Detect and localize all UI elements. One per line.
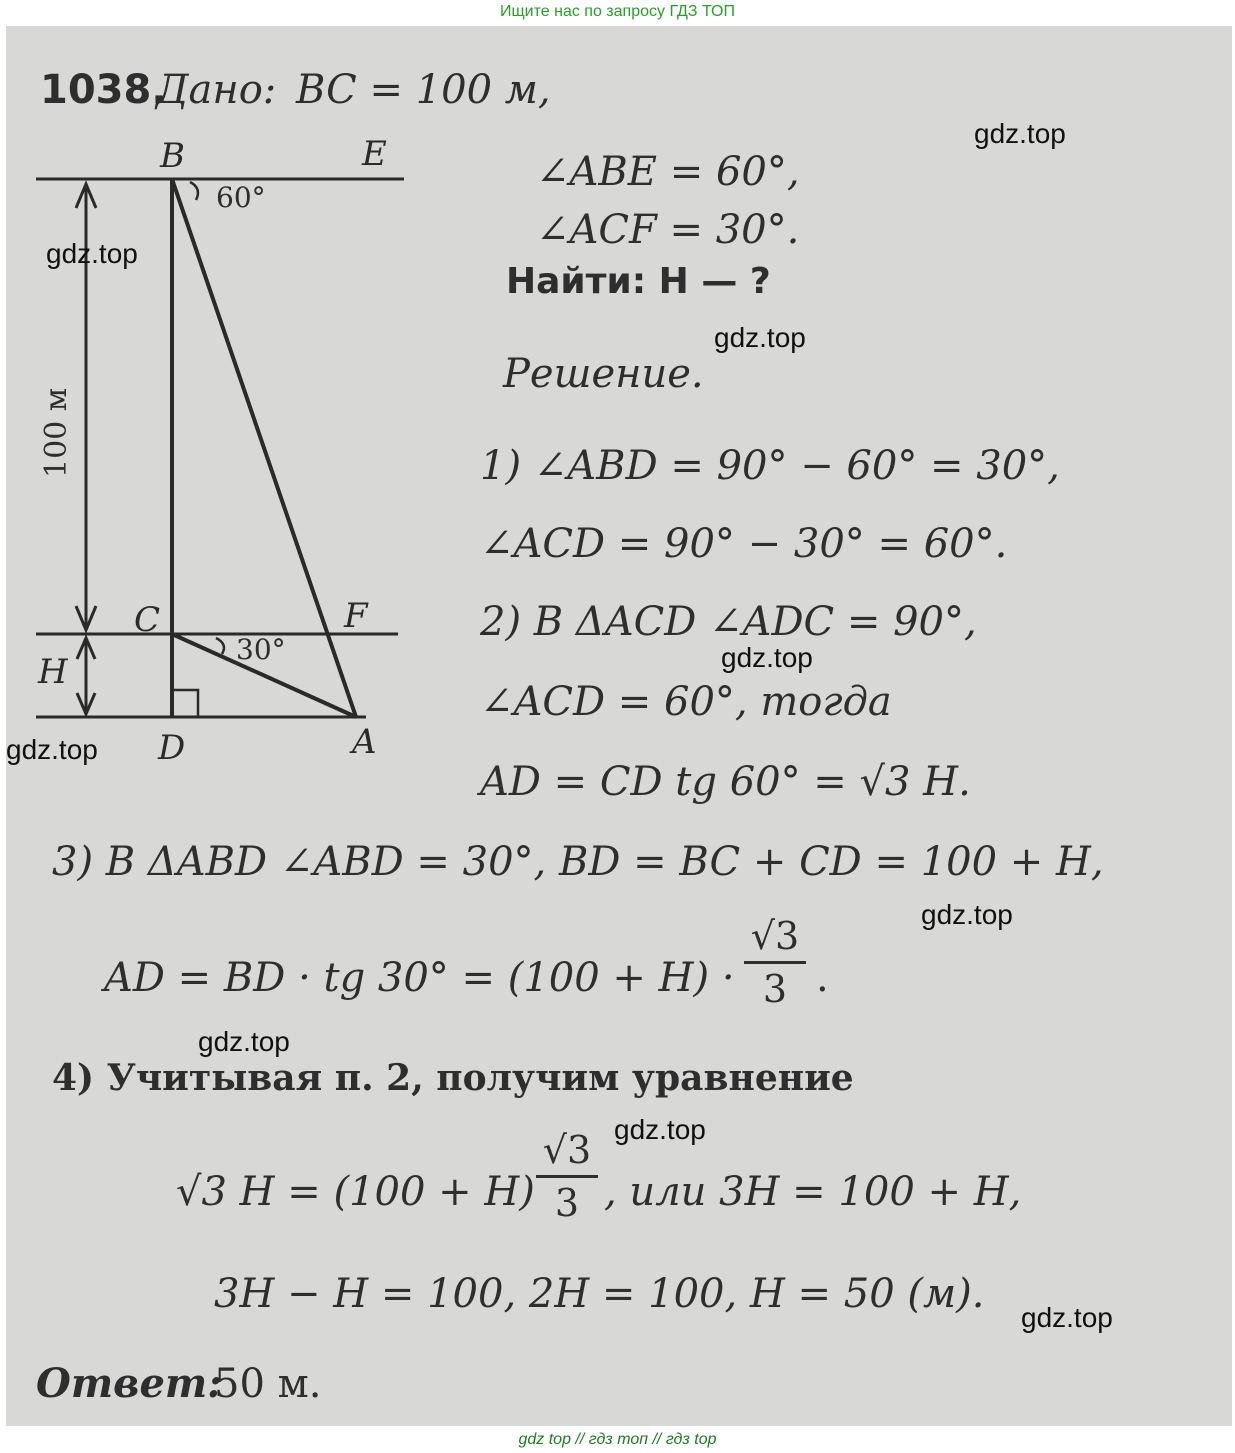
problem-number: 1038.	[40, 67, 167, 113]
answer-value: 50 м.	[214, 1361, 322, 1407]
watermark: gdz.top	[714, 322, 806, 353]
label-b: B	[160, 136, 185, 176]
watermark: gdz.top	[198, 1026, 290, 1057]
watermark: gdz.top	[1021, 1302, 1113, 1333]
solution-label: Решение.	[503, 351, 704, 397]
watermark: gdz.top	[921, 899, 1013, 930]
fraction-sqrt3-over-3-b	[536, 1128, 598, 1225]
label-100m: 100 м	[39, 387, 74, 478]
fraction-bar	[536, 1175, 598, 1178]
fraction-numerator: √3	[750, 914, 800, 958]
angle-60-arc	[190, 182, 198, 200]
step-3a: 3) В ΔABD ∠ABD = 30°, BD = BC + CD = 100 + H,	[52, 839, 1104, 885]
watermark: gdz.top	[6, 734, 98, 765]
bottom-banner	[0, 1426, 1235, 1453]
bottom-banner-text: gdz top // гдз топ // гдз top	[518, 1431, 717, 1448]
given-bc: BC = 100 м,	[296, 67, 551, 113]
given-label: Дано:	[156, 67, 277, 113]
watermark: gdz.top	[974, 118, 1066, 149]
label-e: E	[362, 134, 387, 174]
scanned-page	[6, 26, 1232, 1426]
watermark: gdz.top	[614, 1114, 706, 1145]
fraction-sqrt3-over-3-a	[744, 914, 806, 1011]
watermark: gdz.top	[46, 238, 138, 269]
fraction-bar	[744, 961, 806, 964]
fraction-denominator: 3	[554, 1181, 580, 1225]
step-3b: AD = BD · tg 30° = (100 + H) ·	[104, 955, 735, 1001]
step-4b-right: , или 3H = 100 + H,	[604, 1169, 1022, 1215]
label-h: H	[38, 652, 68, 692]
step-1a: 1) ∠ABD = 90° − 60° = 30°,	[480, 443, 1060, 489]
answer-label: Ответ:	[36, 1360, 222, 1407]
top-banner-text: Ищите нас по запросу ГДЗ ТОП	[500, 3, 735, 20]
step-2c: AD = CD tg 60° = √3 H.	[480, 759, 971, 805]
label-c: C	[134, 600, 161, 640]
label-d: D	[158, 728, 186, 768]
top-banner	[0, 0, 1235, 26]
find-line: Найти: H — ?	[506, 261, 771, 302]
step-4b-left: √3 H = (100 + H)	[176, 1169, 535, 1215]
fraction-numerator: √3	[542, 1128, 592, 1172]
watermark: gdz.top	[721, 642, 813, 673]
label-f: F	[344, 596, 368, 636]
step-4a: 4) Учитывая п. 2, получим уравнение	[52, 1057, 854, 1099]
label-angle-30: 30°	[236, 633, 286, 666]
fraction-denominator: 3	[762, 967, 788, 1011]
step-2a: 2) В ΔACD ∠ADC = 90°,	[480, 599, 977, 645]
given-angle-abe: ∠ABE = 60°,	[536, 149, 800, 195]
label-angle-60: 60°	[216, 181, 266, 214]
label-a: A	[352, 722, 377, 762]
right-angle-marker	[172, 690, 198, 717]
step-2b: ∠ACD = 60°, тогда	[480, 679, 892, 725]
angle-30-arc	[216, 638, 224, 654]
step-3b-end: .	[816, 955, 829, 1001]
step-1b: ∠ACD = 90° − 30° = 60°.	[480, 521, 1008, 567]
given-angle-acf: ∠ACF = 30°.	[536, 207, 800, 253]
step-4c: 3H − H = 100, 2H = 100, H = 50 (м).	[214, 1271, 985, 1317]
